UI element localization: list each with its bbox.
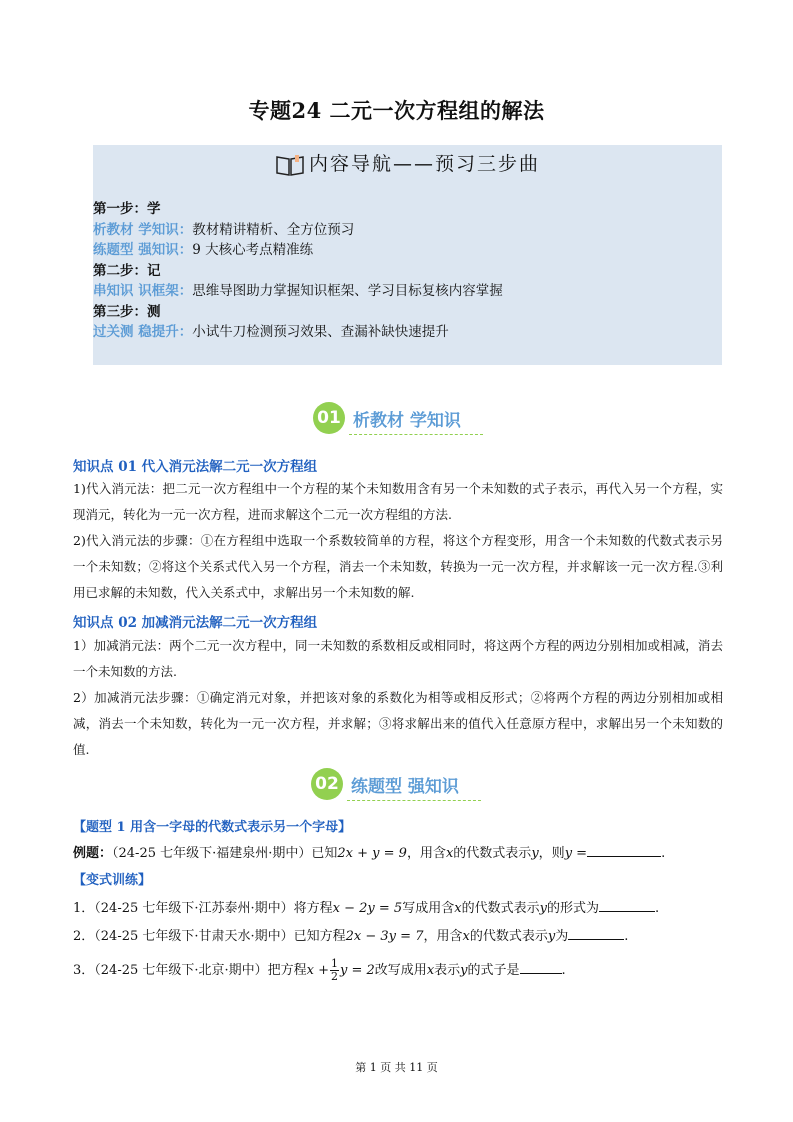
variable: x bbox=[445, 846, 454, 861]
page-title: 专题24 二元一次方程组的解法 bbox=[248, 98, 545, 123]
answer-blank[interactable] bbox=[599, 898, 655, 912]
nav-lines bbox=[93, 199, 503, 343]
content-nav-box bbox=[93, 145, 722, 365]
answer-blank[interactable] bbox=[587, 843, 661, 857]
nav-label: 过关测 稳提升： bbox=[93, 324, 193, 340]
question-end: . bbox=[654, 901, 660, 916]
section-underline bbox=[349, 434, 483, 435]
nav-label: 串知识 识框架： bbox=[93, 283, 193, 299]
question-type-heading: 【题型 1 用含一字母的代数式表示另一个字母】 bbox=[73, 820, 352, 835]
knowledge-heading: 知识点 02 加减消元法解二元一次方程组 bbox=[73, 615, 318, 631]
question-text: 改写成用 bbox=[374, 963, 427, 978]
question-source: （24-25 七年级下·江苏泰州·期中）将方程 bbox=[94, 901, 333, 916]
question-end: . bbox=[661, 846, 666, 861]
variant-question-2 bbox=[73, 925, 628, 944]
section-underline bbox=[347, 800, 481, 801]
equation: 2x + y = 9 bbox=[337, 846, 407, 861]
book-icon bbox=[275, 153, 305, 177]
section-header-02 bbox=[311, 768, 511, 808]
section-title: 析教材 学知识 bbox=[353, 411, 461, 431]
question-number: 2． bbox=[73, 929, 95, 944]
nav-heading bbox=[93, 149, 722, 177]
nav-text: 小试牛刀检测预习效果、查漏补缺快速提升 bbox=[192, 324, 449, 340]
nav-text: 9 大核心考点精准练 bbox=[192, 242, 314, 258]
knowledge-paragraph: 2）加减消元法步骤：①确定消元对象，并把该对象的系数化为相等或相反形式；②将两个方程的两边分别相加或相减，消去一个未知数，转化为一元一次方程，并求解；③将求解出来的值代入任意原方程中，求解出另一个未知数的值. bbox=[73, 690, 723, 757]
question-text: 的代数式表示 bbox=[453, 846, 532, 861]
page-footer: 第 1 页 共 11 页 bbox=[355, 1061, 438, 1074]
question-text: 的代数式表示 bbox=[469, 929, 548, 944]
example-label: 例题： bbox=[73, 846, 113, 861]
nav-step-1: 第一步：学 bbox=[93, 201, 161, 217]
question-end: . bbox=[561, 963, 566, 978]
question-number: 1． bbox=[73, 901, 95, 916]
nav-text: 教材精讲精析、全方位预习 bbox=[192, 221, 355, 238]
question-text: 的式子是 bbox=[467, 963, 520, 978]
question-text: 写成用含 bbox=[402, 901, 455, 916]
nav-label: 析教材 学知识： bbox=[93, 221, 193, 238]
section-number-badge: 01 bbox=[313, 402, 345, 434]
question-source: （24-25 七年级下·北京·期中）把方程 bbox=[94, 963, 307, 978]
question-number: 3． bbox=[73, 963, 95, 978]
equation: x − 2y = 5 bbox=[332, 901, 403, 916]
equation-part: y = 2 bbox=[340, 963, 375, 978]
nav-label: 练题型 强知识： bbox=[93, 242, 193, 258]
variable: x bbox=[462, 929, 470, 944]
variable: y bbox=[547, 929, 556, 944]
nav-heading-text: 内容导航——预习三步曲 bbox=[308, 153, 540, 175]
nav-text: 思维导图助力掌握知识框架、学习目标复核内容掌握 bbox=[192, 283, 503, 299]
answer-blank[interactable] bbox=[568, 926, 624, 940]
nav-step-3: 第三步：测 bbox=[93, 303, 161, 320]
answer-blank[interactable] bbox=[520, 960, 562, 974]
question-text: 的代数式表示 bbox=[461, 901, 540, 916]
question-source: （24-25 七年级下·甘肃天水·期中）已知方程 bbox=[94, 929, 346, 944]
variable: x bbox=[426, 963, 435, 978]
fraction bbox=[330, 958, 339, 983]
section-number-badge: 02 bbox=[311, 768, 343, 800]
variable: y bbox=[460, 963, 468, 978]
knowledge-paragraph: 1）加减消元法：两个二元一次方程中，同一未知数的系数相反或相同时，将这两个方程的两边分别相加或相减，消去一个未知数的方法. bbox=[73, 638, 723, 679]
example-question bbox=[73, 842, 665, 861]
equation: 2x − 3y = 7 bbox=[345, 929, 424, 944]
variant-question-3 bbox=[73, 958, 566, 983]
variable: x bbox=[454, 901, 462, 916]
equation-lhs: y = bbox=[564, 846, 588, 861]
question-text: 的形式为 bbox=[546, 901, 599, 916]
fraction-numerator: 1 bbox=[331, 957, 339, 970]
question-text: 表示 bbox=[434, 963, 461, 978]
equation-part: x + bbox=[306, 963, 330, 978]
knowledge-paragraph: 1)代入消元法：把二元一次方程组中一个方程的某个未知数用含有另一个未知数的式子表示，再代入另一个方程，实现消元，转化为一元一次方程，进而求解这个二元一次方程组的方法. bbox=[73, 481, 723, 522]
variant-heading: 【变式训练】 bbox=[73, 873, 152, 888]
knowledge-paragraph: 2)代入消元法的步骤：①在方程组中选取一个系数较简单的方程，将这个方程变形，用含一个未知数的代数式表示另一个未知数；②将这个关系式代入另一个方程，消去一个未知数，转换为一元一次方程，并求解该一元一次方程.③利用已求解的未知数，代入关系式中，求解出另一个未知数的解. bbox=[73, 533, 723, 600]
fraction-denominator: 2 bbox=[331, 970, 339, 983]
section-header-01 bbox=[313, 402, 513, 442]
question-text: ，则 bbox=[538, 846, 565, 861]
question-text: ，用含 bbox=[423, 929, 463, 944]
knowledge-heading: 知识点 01 代入消元法解二元一次方程组 bbox=[73, 459, 318, 475]
variable: y bbox=[531, 846, 539, 861]
nav-step-2: 第二步：记 bbox=[93, 262, 161, 279]
variable: y bbox=[539, 901, 547, 916]
question-end: . bbox=[624, 929, 629, 944]
section-title: 练题型 强知识 bbox=[351, 777, 459, 797]
variant-question-1 bbox=[73, 897, 659, 916]
question-text: ，用含 bbox=[406, 846, 446, 861]
question-text: 为 bbox=[555, 929, 569, 944]
question-source: （24-25 七年级下·福建泉州·期中）已知 bbox=[112, 846, 338, 861]
